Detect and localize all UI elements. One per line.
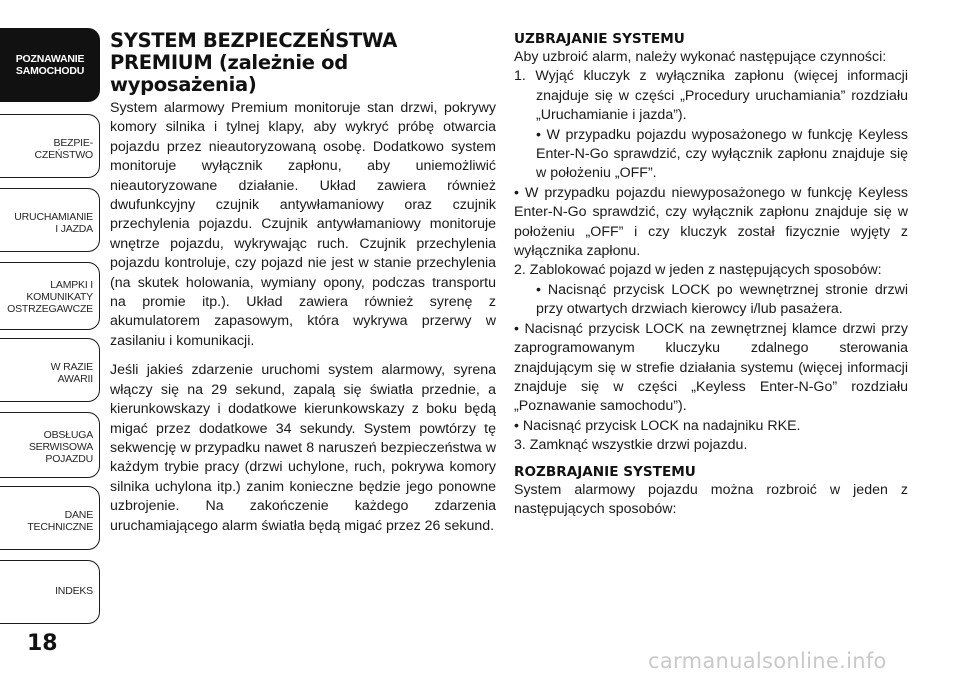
arming-bullet: • Nacisnąć przycisk LOCK na nadajniku RKE. [514,417,801,434]
tab-label: URUCHAMIANIE I JAZDA [14,211,93,235]
tab-label: DANE TECHNICZNE [27,509,93,533]
tab-label: OBSŁUGA SERWISOWA POJAZDU [28,429,93,465]
arming-step-3: 3. Zamknąć wszystkie drzwi pojazdu. [514,437,748,454]
disarming-heading: ROZBRAJANIE SYSTEMU [514,463,696,480]
arming-bullet: • W przypadku pojazdu niewyposażonego w funkcję Keyless Enter-N-Go sprawdzić, czy wyłącznik zapłonu znajduje się w położeniu „OFF” i czy kluczyk został fizycznie wyjęty z wyłącznika zapłonu. [514,184,908,260]
title-line: SYSTEM BEZPIECZEŃSTWA [110,29,398,52]
arming-step-1: 1. Wyjąć kluczyk z wyłącznika zapłonu (więcej informacji znajduje się w części „Procedury uruchamiania” rozdziału „Uruchamianie i jazda”). [514,68,908,124]
paragraph-alarm-description: System alarmowy Premium monitoruje stan drzwi, pokrywy komory silnika i tylnej klapy, aby wykryć próbę otwarcia pojazdu przez nieautoryzowaną osobę. Dodatkowo system monitoruje wyłącznik zapłonu, aby uniemożliwić nieautoryzowane działanie. Układ zawiera również dwufunkcyjny czujnik antywłamaniowy oraz czujnik przechylenia pojazdu. Czujnik antywłamaniowy monitoruje wnętrze pojazdu, wykrywając ruch. Czujnik przechylenia pojazdu kontroluje, czy pojazd nie jest w stanie przechylenia (na skutek holowania, wymiany opony, podczas transportu na promie itp.). Układ zawiera również syrenę z akumulatorem zapasowym, która wykrywa przerwy w zasilaniu i komunikacji. [110,100,496,349]
title-line: wyposażenia) [110,73,257,96]
tab-label: INDEKS [55,585,93,597]
right-column [514,30,908,519]
tab-indeks[interactable] [0,560,100,624]
tab-uruchamianie-i-jazda[interactable] [0,188,100,252]
paragraph-alarm-trigger: Jeśli jakieś zdarzenie uruchomi system alarmowy, syrena włączy się na 29 sekund, zapalą się światła przednie, a kierunkowskazy i dodatkowe kierunkowskazy z boku będą migać przez dodatkowe 34 sekundy. System powtórzy tę sekwencję w przypadku nawet 8 naruszeń bezpieczeństwa w każdym trybie pracy (drzwi uchylone, ruch, pokrywa komory silnika uchylona itp.) zanim konieczne będzie jego ponowne uzbrojenie. Na zakończenie każdego zdarzenia uruchamiającego alarm światła będą migać przez 26 sekund. [110,362,496,534]
disarming-intro: System alarmowy pojazdu można rozbroić w jeden z następujących sposobów: [514,481,908,517]
tab-label: BEZPIE- CZEŃSTWO [34,137,93,161]
tab-poznawanie-samochodu[interactable] [0,28,100,102]
watermark: carmanualsonline.info [648,649,887,673]
tab-obsluga-serwisowa[interactable] [0,412,100,478]
left-column [110,30,496,536]
tab-dane-techniczne[interactable] [0,486,100,550]
tab-lampki-i-komunikaty[interactable] [0,262,100,330]
tab-label: W RAZIE AWARII [50,361,93,385]
title-line: PREMIUM (zależnie od [110,51,348,74]
arming-heading: UZBRAJANIE SYSTEMU [514,31,685,47]
tab-label: LAMPKI I KOMUNIKATY OSTRZEGAWCZE [7,279,93,315]
tab-w-razie-awarii[interactable] [0,338,100,402]
page-number: 18 [27,631,58,656]
section-title [110,30,496,96]
arming-step-2: 2. Zablokować pojazd w jeden z następujących sposobów: [514,262,882,279]
arming-bullet: • Nacisnąć przycisk LOCK na zewnętrznej klamce drzwi przy zaprogramowanym kluczyku zdalnego sterowania znajdującym się w strefie działania systemu (więcej informacji znajduje się w części „Keyless Enter-N-Go” rozdziału „Poznawanie samochodu”). [514,320,908,415]
tab-label: POZNAWANIE SAMOCHODU [15,53,85,77]
tab-bezpieczenstwo[interactable] [0,114,100,178]
arming-intro: Aby uzbroić alarm, należy wykonać następujące czynności: [514,49,887,65]
arming-step-1-sub: • W przypadku pojazdu wyposażonego w funkcję Keyless Enter-N-Go sprawdzić, czy wyłącznik zapłonu znajduje się w położeniu „OFF”. [536,126,908,182]
arming-step-2-sub: • Nacisnąć przycisk LOCK po wewnętrznej stronie drzwi przy otwartych drzwiach kierowcy i/lub pasażera. [536,281,908,318]
